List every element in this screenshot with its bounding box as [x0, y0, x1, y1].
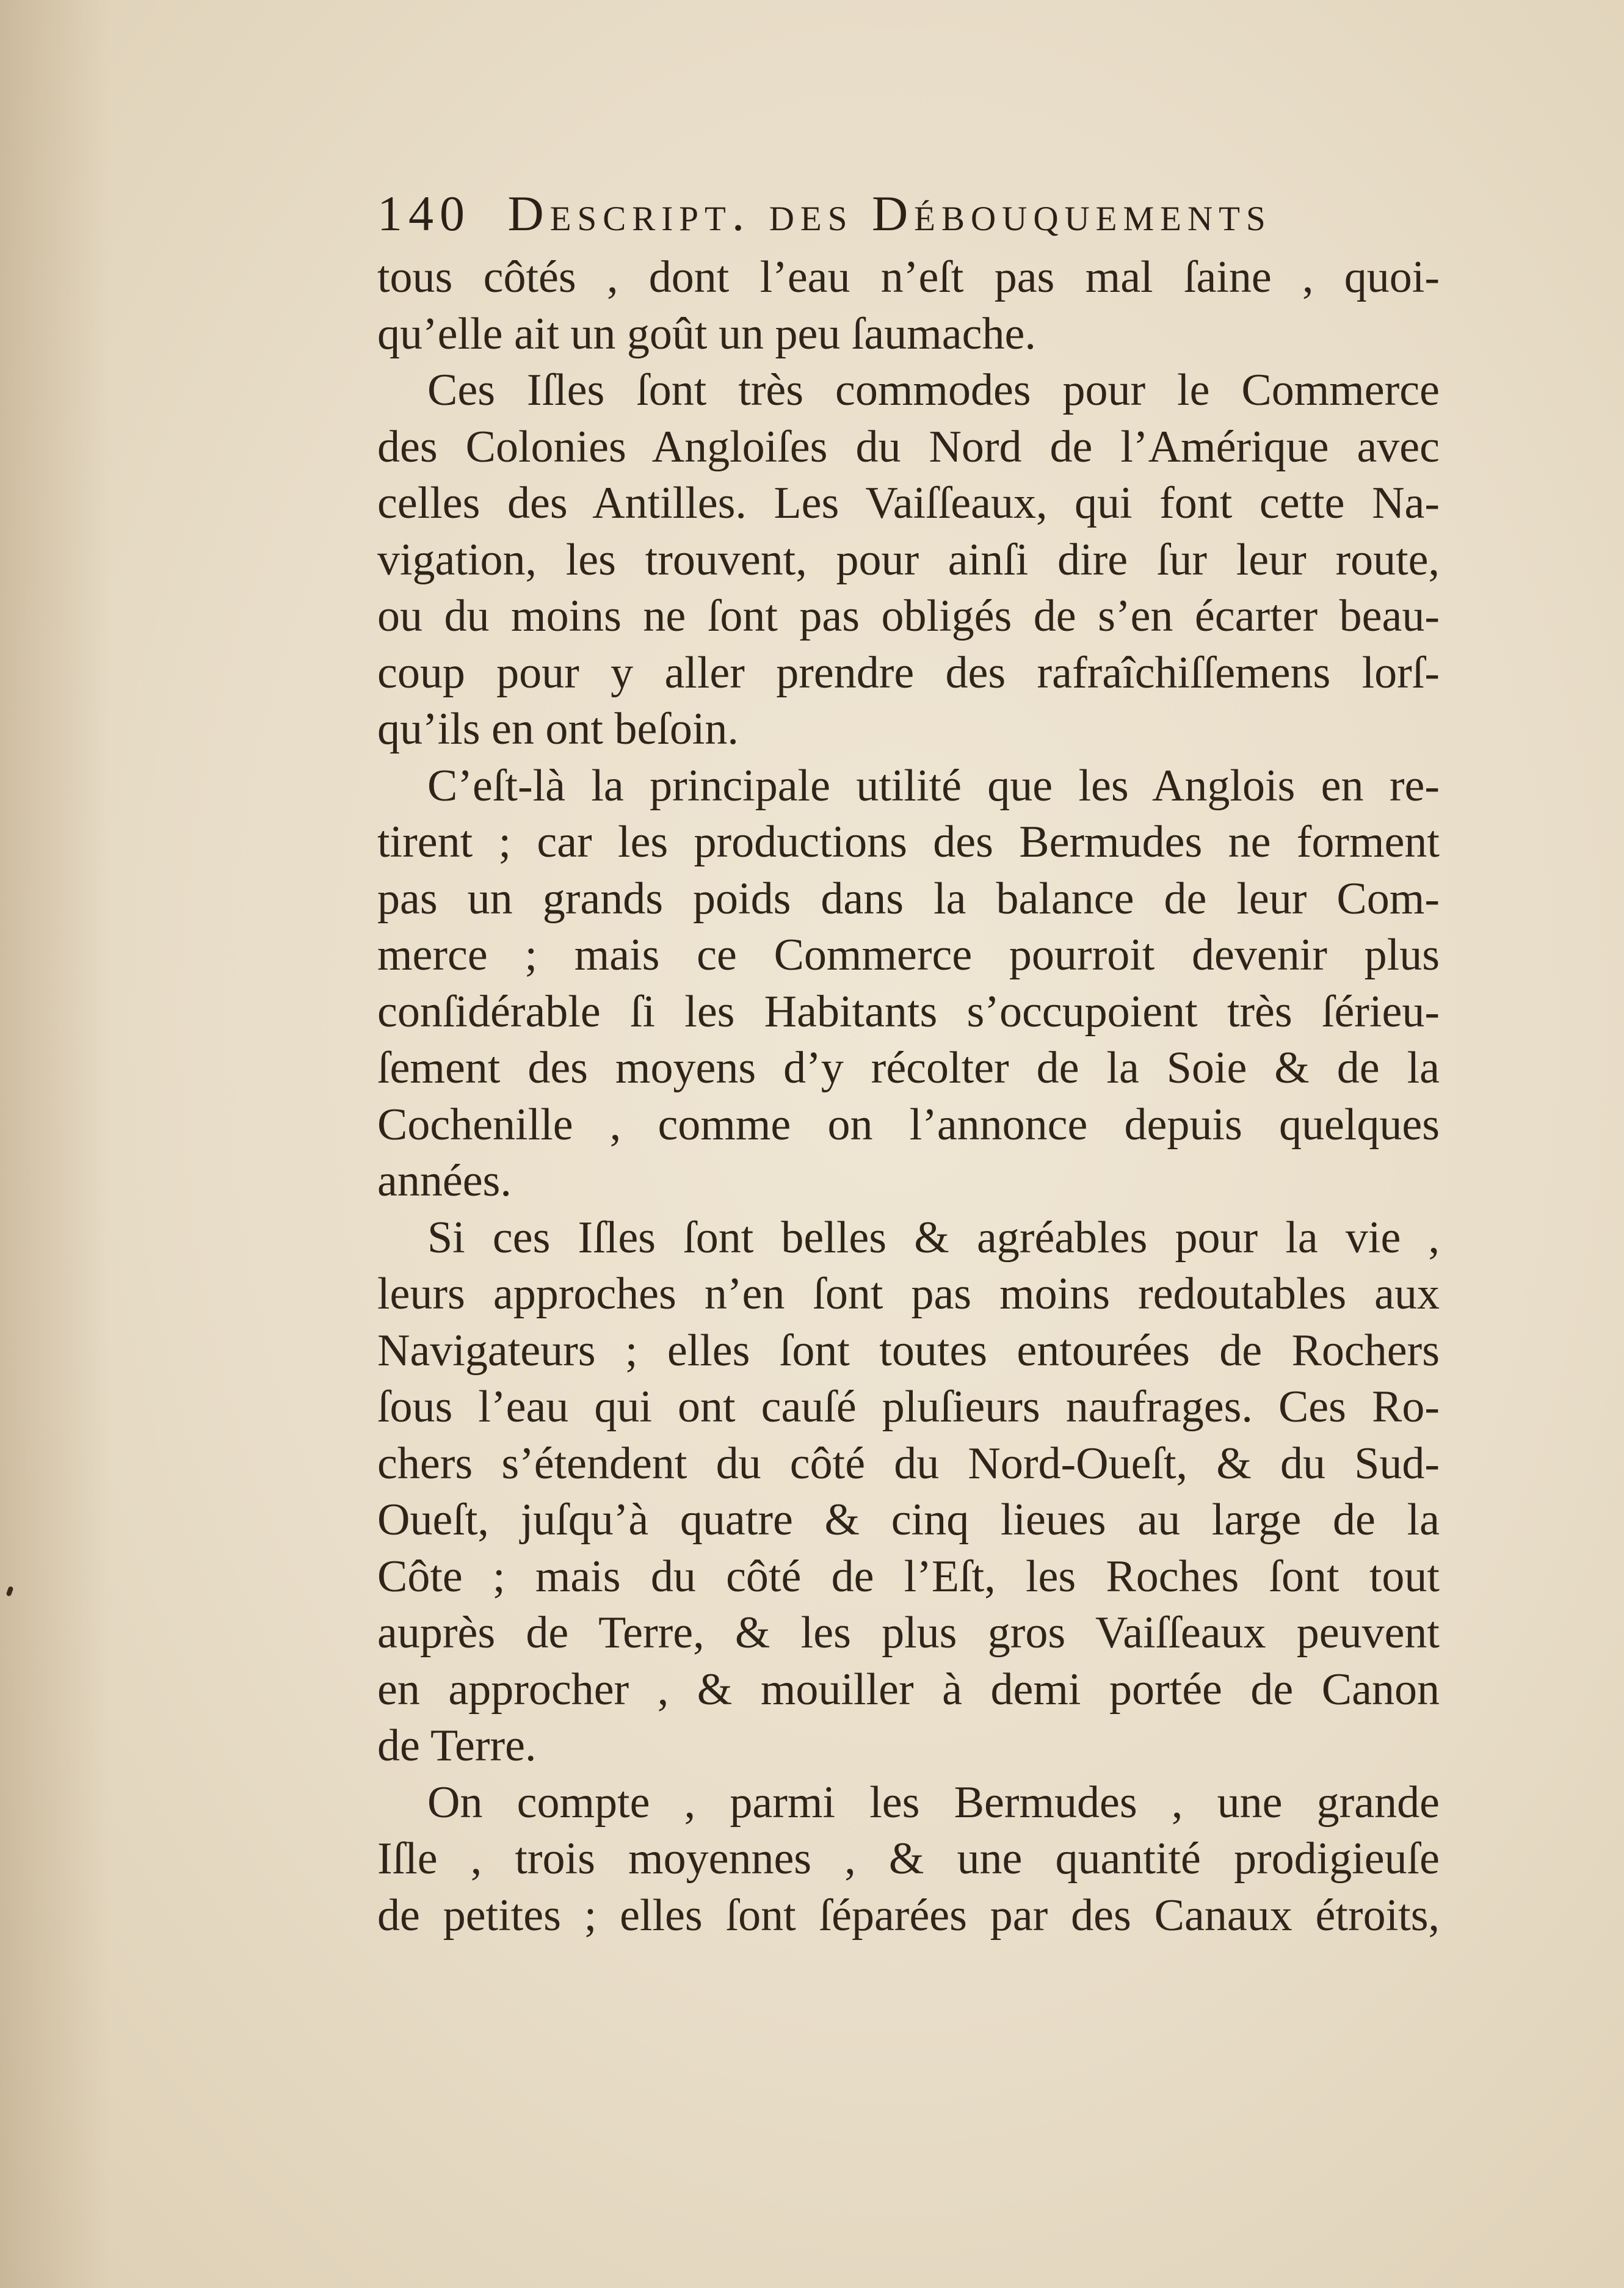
text-line: Navigateurs ; elles ſont toutes entourées de Rochers [377, 1325, 1440, 1376]
text-line: auprès de Terre, & les plus gros Vaiſſeaux peuvent [377, 1608, 1440, 1658]
text-line: Iſle , trois moyennes , & une quantité prodigieuſe [377, 1834, 1440, 1884]
text-line: de petites ; elles ſont ſéparées par des Canaux étroits, [377, 1890, 1440, 1941]
text-line: qu’elle ait un goût un peu ſaumache. [377, 308, 1036, 359]
text-line: ſement des moyens d’y récolter de la Soie & de la [377, 1043, 1440, 1093]
text-line: coup pour y aller prendre des rafraîchiſſemens lorſ- [377, 647, 1440, 698]
text-line: Oueſt, juſqu’à quatre & cinq lieues au large de la [377, 1495, 1440, 1545]
text-line: pas un grands poids dans la balance de leur Com- [377, 873, 1440, 924]
text-line: ſous l’eau qui ont cauſé pluſieurs naufrages. Ces Ro- [377, 1382, 1440, 1432]
text-block [377, 183, 1440, 1944]
text-line: tirent ; car les productions des Bermudes ne forment [377, 817, 1440, 867]
body-text [377, 249, 1440, 1944]
text-line: de Terre. [377, 1721, 537, 1771]
text-line: tous côtés , dont l’eau n’eſt pas mal ſaine , quoi- [377, 252, 1440, 302]
text-line: conſidérable ſi les Habitants s’occupoient très ſérieu- [377, 986, 1440, 1037]
text-line: C’eſt-là la principale utilité que les Anglois en re- [427, 760, 1440, 811]
text-line: Cochenille , comme on l’annonce depuis quelques [377, 1099, 1440, 1150]
text-line: On compte , parmi les Bermudes , une grande [427, 1777, 1440, 1828]
running-head [377, 183, 1440, 244]
gutter-shadow [0, 0, 110, 2288]
text-line: des Colonies Angloiſes du Nord de l’Amérique avec [377, 421, 1440, 472]
page-number: 140 [377, 186, 471, 241]
text-line: leurs approches n’en ſont pas moins redoutables aux [377, 1269, 1440, 1319]
running-title: Descript. des Débouquements [507, 186, 1272, 241]
text-line: ou du moins ne ſont pas obligés de s’en écarter beau- [377, 591, 1440, 641]
text-line: qu’ils en ont beſoin. [377, 704, 739, 754]
text-line: chers s’étendent du côté du Nord-Oueſt, & du Sud- [377, 1438, 1440, 1489]
text-line: merce ; mais ce Commerce pourroit devenir plus [377, 930, 1440, 980]
text-line: en approcher , & mouiller à demi portée de Canon [377, 1664, 1440, 1715]
text-line: Ces Iſles ſont très commodes pour le Commerce [427, 365, 1440, 415]
text-line: Côte ; mais du côté de l’Eſt, les Roches ſont tout [377, 1551, 1440, 1602]
text-line: années. [377, 1156, 512, 1206]
text-line: vigation, les trouvent, pour ainſi dire ſur leur route, [377, 534, 1440, 585]
text-line: Si ces Iſles ſont belles & agréables pour la vie , [427, 1212, 1440, 1263]
text-line: celles des Antilles. Les Vaiſſeaux, qui font cette Na- [377, 478, 1440, 528]
